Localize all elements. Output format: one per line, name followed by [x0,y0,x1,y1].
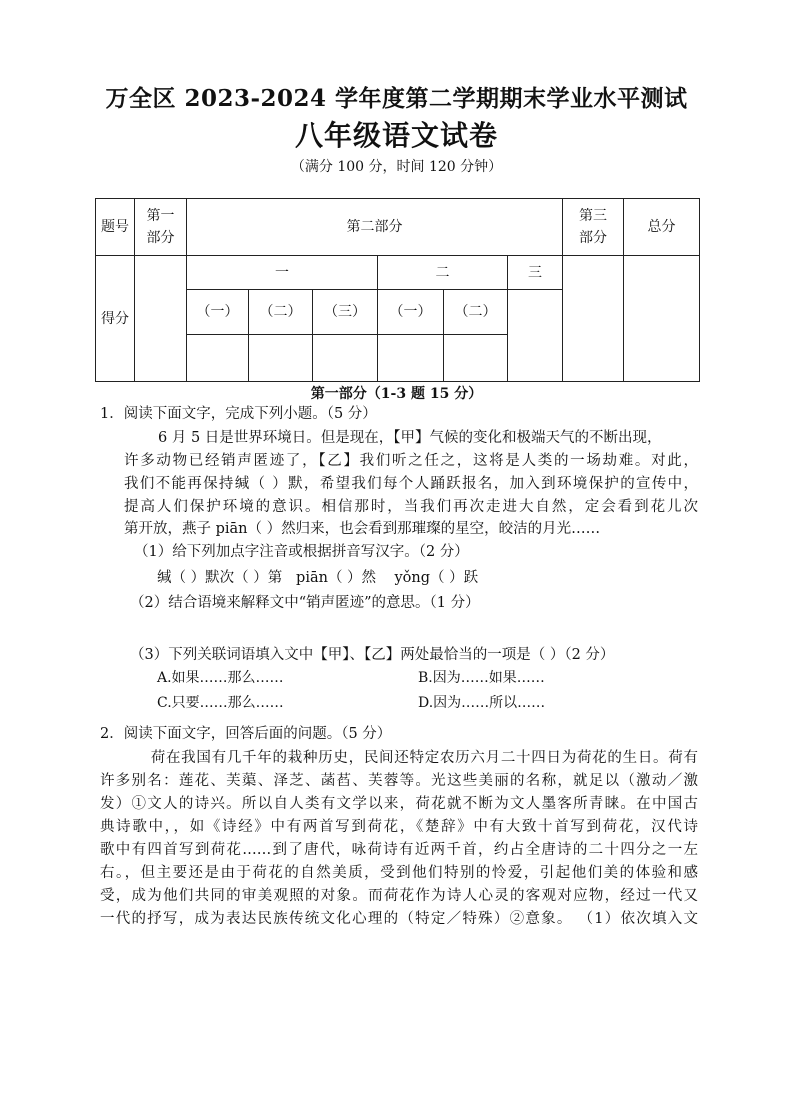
score-label-cell: 得分 [96,256,135,382]
subsection-1-cell: （一） [187,290,249,335]
q1-option-d: D.因为……所以…… [418,695,546,711]
score-blank-cell [187,335,249,382]
q1-sub1-items: 缄（ ）默次（ ）第 piān（ ）然 yǒng（ ）跃 [157,570,479,586]
q2-passage-line: 典诗歌中，，如《诗经》中有两首写到荷花，《楚辞》中有大致十首写到荷花，汉代诗 [100,819,698,835]
header-cell-part3 [563,199,624,256]
q2-passage-line: 许多别名：莲花、芙蕖、泽芝、菡萏、芙蓉等。光这些美丽的名称，就足以（激动／激 [100,773,698,789]
score-cell-part1 [135,256,187,382]
subsection-5-cell: （二） [444,290,508,335]
header-cell-part1 [135,199,187,256]
score-blank-cell [249,335,313,382]
score-table [95,198,700,382]
q1-sub3: （3）下列关联词语填入文中【甲】、【乙】两处最恰当的一项是（ ）（2 分） [130,647,615,663]
q1-passage-line: 许多动物已经销声匿迹了，【乙】我们听之任之，这将是人类的一场劫难。对此， [124,453,698,469]
q2-passage-line: 发）①文人的诗兴。所以自人类有文学以来，荷花就不断为文人墨客所青睐。在中国古 [100,796,698,812]
exam-info: （满分 100 分，时间 120 分钟） [290,159,503,175]
exam-title: 万全区 2023-2024 学年度第二学期期末学业水平测试 [105,85,688,112]
q2-passage-line: 受，成为他们共同的审美观照的对象。而荷花作为诗人心灵的客观对应物，经过一代又 [100,888,698,904]
q2-passage-text: 荷在我国有几千年的栽种历史，民间还特定农历六月二十四日为荷花的生日。荷有 [150,750,698,766]
q1-option-b: B.因为……如果…… [418,670,545,686]
q2-passage-line: 一代的抒写，成为表达民族传统文化心理的（特定／特殊）②意象。 （1）依次填入文 [100,911,698,927]
score-cell-total [624,256,700,382]
q2-stem: 2．阅读下面文字，回答后面的问题。（5 分） [100,726,392,742]
q2-passage-line: 歌中有四首写到荷花……到了唐代，咏荷诗有近两千首，约占全唐诗的二十四分之一左 [100,842,698,858]
section-one-cell: 一 [187,256,378,290]
q1-sub1: （1）给下列加点字注音或根据拼音写汉字。（2 分） [134,544,469,560]
part1-line2: 部分 [146,230,175,246]
q1-passage-line: 6 月 5 日是世界环境日。但是现在，【甲】气候的变化和极端天气的不断出现， [158,430,662,446]
q1-option-c: C.只要……那么…… [157,695,284,711]
exam-subject-title: 八年级语文试卷 [294,119,498,152]
score-cell-part3 [563,256,624,382]
header-cell-total: 总分 [624,199,700,256]
q2-passage-line: 右。，但主要还是由于荷花的自然美质，受到他们特别的怜爱，引起他们美的体验和感 [100,865,698,881]
part3-line2: 部分 [579,230,607,246]
q1-sub2: （2）结合语境来解释文中“销声匿迹”的意思。（1 分） [130,595,480,611]
section1-heading: 第一部分（1-3 题 15 分） [310,386,483,402]
q1-stem: 1．阅读下面文字，完成下列小题。（5 分） [100,406,377,422]
subsection-4-cell: （一） [378,290,444,335]
subsection-3-cell: （三） [313,290,378,335]
score-blank-cell [444,335,508,382]
score-blank-cell [313,335,378,382]
score-blank-cell [378,335,444,382]
subsection-2-cell: （二） [249,290,313,335]
q1-passage-line: 第开放，燕子 piān（ ）然归来，也会看到那璀璨的星空，皎洁的月光…… [124,521,601,537]
header-cell-question-no: 题号 [96,199,135,256]
q1-option-a: A.如果……那么…… [157,670,284,686]
part1-line1: 第一 [146,208,175,224]
part3-line1: 第三 [579,208,607,224]
header-cell-part2: 第二部分 [187,199,563,256]
section-two-cell: 二 [378,256,508,290]
q1-passage-line: 提高人们保护环境的意识。相信那时，当我们再次走进大自然，定会看到花儿次 [124,499,698,515]
q2-passage-line [124,748,698,768]
section-three-score-cell [508,290,563,382]
section-three-cell: 三 [508,256,563,290]
q1-passage-line: 我们不能再保持缄（ ）默，希望我们每个人踊跃报名，加入到环境保护的宣传中， [124,476,698,492]
